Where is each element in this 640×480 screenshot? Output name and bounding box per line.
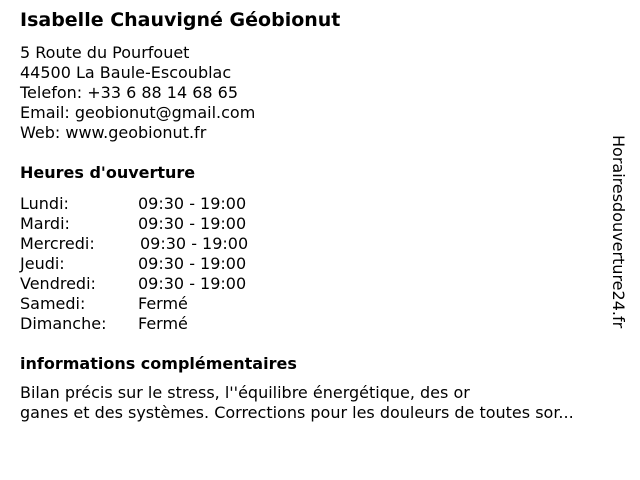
contact-block — [20, 43, 255, 143]
hours-row-samedi — [20, 294, 320, 314]
day-label: Lundi: — [20, 194, 69, 213]
hours-value: 09:30 - 19:00 — [138, 194, 247, 213]
hours-value: 09:30 - 19:00 — [140, 234, 249, 253]
city-address: 44500 La Baule-Escoublac — [20, 63, 232, 82]
hours-row-lundi — [20, 194, 320, 214]
day-label: Jeudi: — [20, 254, 65, 273]
day-label: Samedi: — [20, 294, 86, 313]
phone-number[interactable]: Telefon: +33 6 88 14 68 65 — [20, 83, 239, 102]
hours-row-dimanche — [20, 314, 320, 334]
description-line: Bilan précis sur le stress, l''équilibre énergétique, des or — [20, 383, 470, 402]
street-address: 5 Route du Pourfouet — [20, 43, 190, 62]
day-label: Mardi: — [20, 214, 70, 233]
business-name: Isabelle Chauvigné Géobionut — [20, 9, 341, 31]
description-text — [20, 383, 625, 423]
hours-value: Fermé — [138, 314, 188, 333]
day-label: Dimanche: — [20, 314, 107, 333]
hours-value: 09:30 - 19:00 — [138, 254, 247, 273]
hours-value: Fermé — [138, 294, 188, 313]
email-address[interactable]: Email: geobionut@gmail.com — [20, 103, 256, 122]
hours-row-mercredi — [20, 234, 320, 254]
watermark-text: Horairesdouverture24.fr — [609, 135, 628, 329]
hours-row-vendredi — [20, 274, 320, 294]
day-label: Vendredi: — [20, 274, 96, 293]
description-line: ganes et des systèmes. Corrections pour les douleurs de toutes sor... — [20, 403, 574, 422]
day-label: Mercredi: — [20, 234, 95, 253]
hours-value: 09:30 - 19:00 — [138, 214, 247, 233]
hours-value: 09:30 - 19:00 — [138, 274, 247, 293]
hours-heading: Heures d'ouverture — [20, 163, 196, 182]
hours-row-jeudi — [20, 254, 320, 274]
hours-table — [20, 194, 320, 334]
info-heading: informations complémentaires — [20, 354, 297, 373]
website-link[interactable]: Web: www.geobionut.fr — [20, 123, 207, 142]
hours-row-mardi — [20, 214, 320, 234]
